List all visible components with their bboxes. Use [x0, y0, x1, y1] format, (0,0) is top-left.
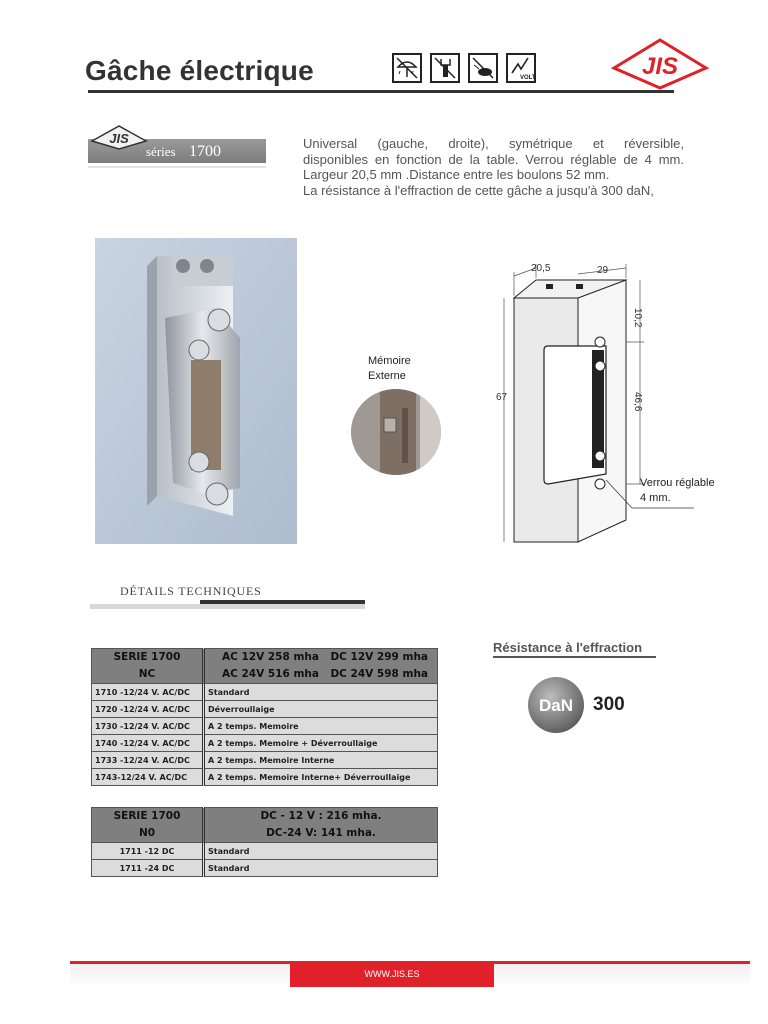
volt-icon	[506, 53, 536, 83]
header-power-cell: DC - 12 V : 216 mha. DC-24 V: 141 mha.	[204, 808, 438, 843]
dimension-upper: 10,2	[632, 308, 643, 328]
hand-tool-icon	[430, 53, 460, 83]
table-row: 1740 -12/24 V. AC/DC A 2 temps. Memoire + Déverroullaige	[92, 735, 438, 752]
table-header-row	[92, 808, 438, 843]
volt-text: VOLT	[520, 75, 536, 81]
jis-logo	[612, 38, 708, 90]
header-series-cell: SERIE 1700 NC	[92, 649, 204, 684]
product-photo	[95, 238, 297, 544]
title-divider	[88, 90, 674, 93]
spec-table-no	[91, 807, 438, 877]
dimension-height: 67	[496, 392, 508, 403]
verrou-label: Verrou réglable 4 mm.	[640, 477, 715, 504]
spec-table-nc	[91, 648, 438, 786]
description-line: Universal (gauche, droite), symétrique et réversible,	[303, 136, 684, 151]
table-row: 1711 -12 DC Standard	[92, 843, 438, 860]
header-series-cell: SERIE 1700 N0	[92, 808, 204, 843]
memoire-image	[350, 388, 442, 476]
table-row: 1743-12/24 V. AC/DC A 2 temps. Memoire Interne+ Déverroullaige	[92, 769, 438, 786]
series-underline	[88, 166, 266, 168]
logo-text: JIS	[641, 53, 679, 80]
description-line: La résistance à l'effraction de cette gâche a jusqu'à 300 daN,	[303, 182, 654, 198]
resistance-heading: Résistance à l'effraction	[493, 640, 643, 655]
table-row: 1710 -12/24 V. AC/DC Standard	[92, 684, 438, 701]
table-row: 1733 -12/24 V. AC/DC A 2 temps. Memoire Interne	[92, 752, 438, 769]
page-title: Gâche électrique	[85, 55, 314, 86]
svg-text:JIS: JIS	[109, 131, 129, 146]
table-row: 1711 -24 DC Standard	[92, 860, 438, 877]
description-line: Largeur 20,5 mm .Distance entre les boulons 52 mm.	[303, 167, 610, 182]
series-number: 1700	[189, 143, 221, 160]
water-spray-icon	[468, 53, 498, 83]
memoire-label: Mémoire Externe	[368, 355, 411, 382]
product-description	[303, 136, 684, 198]
dimension-middle: 46,6	[632, 392, 643, 412]
table-header-row	[92, 649, 438, 684]
details-heading: DÉTAILS TECHNIQUES	[120, 584, 262, 598]
dimension-width: 20,5	[531, 263, 551, 274]
table-row: 1730 -12/24 V. AC/DC A 2 temps. Memoire	[92, 718, 438, 735]
resistance-value: 300	[593, 694, 625, 715]
footer-url-link[interactable]: WWW.JIS.ES	[364, 969, 420, 979]
svg-text:DaN: DaN	[538, 696, 574, 715]
series-label: séries	[146, 144, 176, 159]
details-rule	[90, 604, 365, 609]
series-jis-logo	[90, 124, 148, 150]
dan-badge-icon	[526, 675, 586, 735]
resistance-rule	[493, 656, 656, 658]
dimension-depth: 29	[597, 265, 609, 276]
umbrella-rain-icon	[392, 53, 422, 83]
table-row: 1720 -12/24 V. AC/DC Déverroullaige	[92, 701, 438, 718]
header-power-cell: AC 12V 258 mha DC 12V 299 mha AC 24V 516 mha DC 24V 598 mha	[204, 649, 438, 684]
description-line: disponibles en fonction de la table. Verrou réglable de 4 mm.	[303, 151, 684, 167]
details-rule-accent	[200, 600, 365, 604]
